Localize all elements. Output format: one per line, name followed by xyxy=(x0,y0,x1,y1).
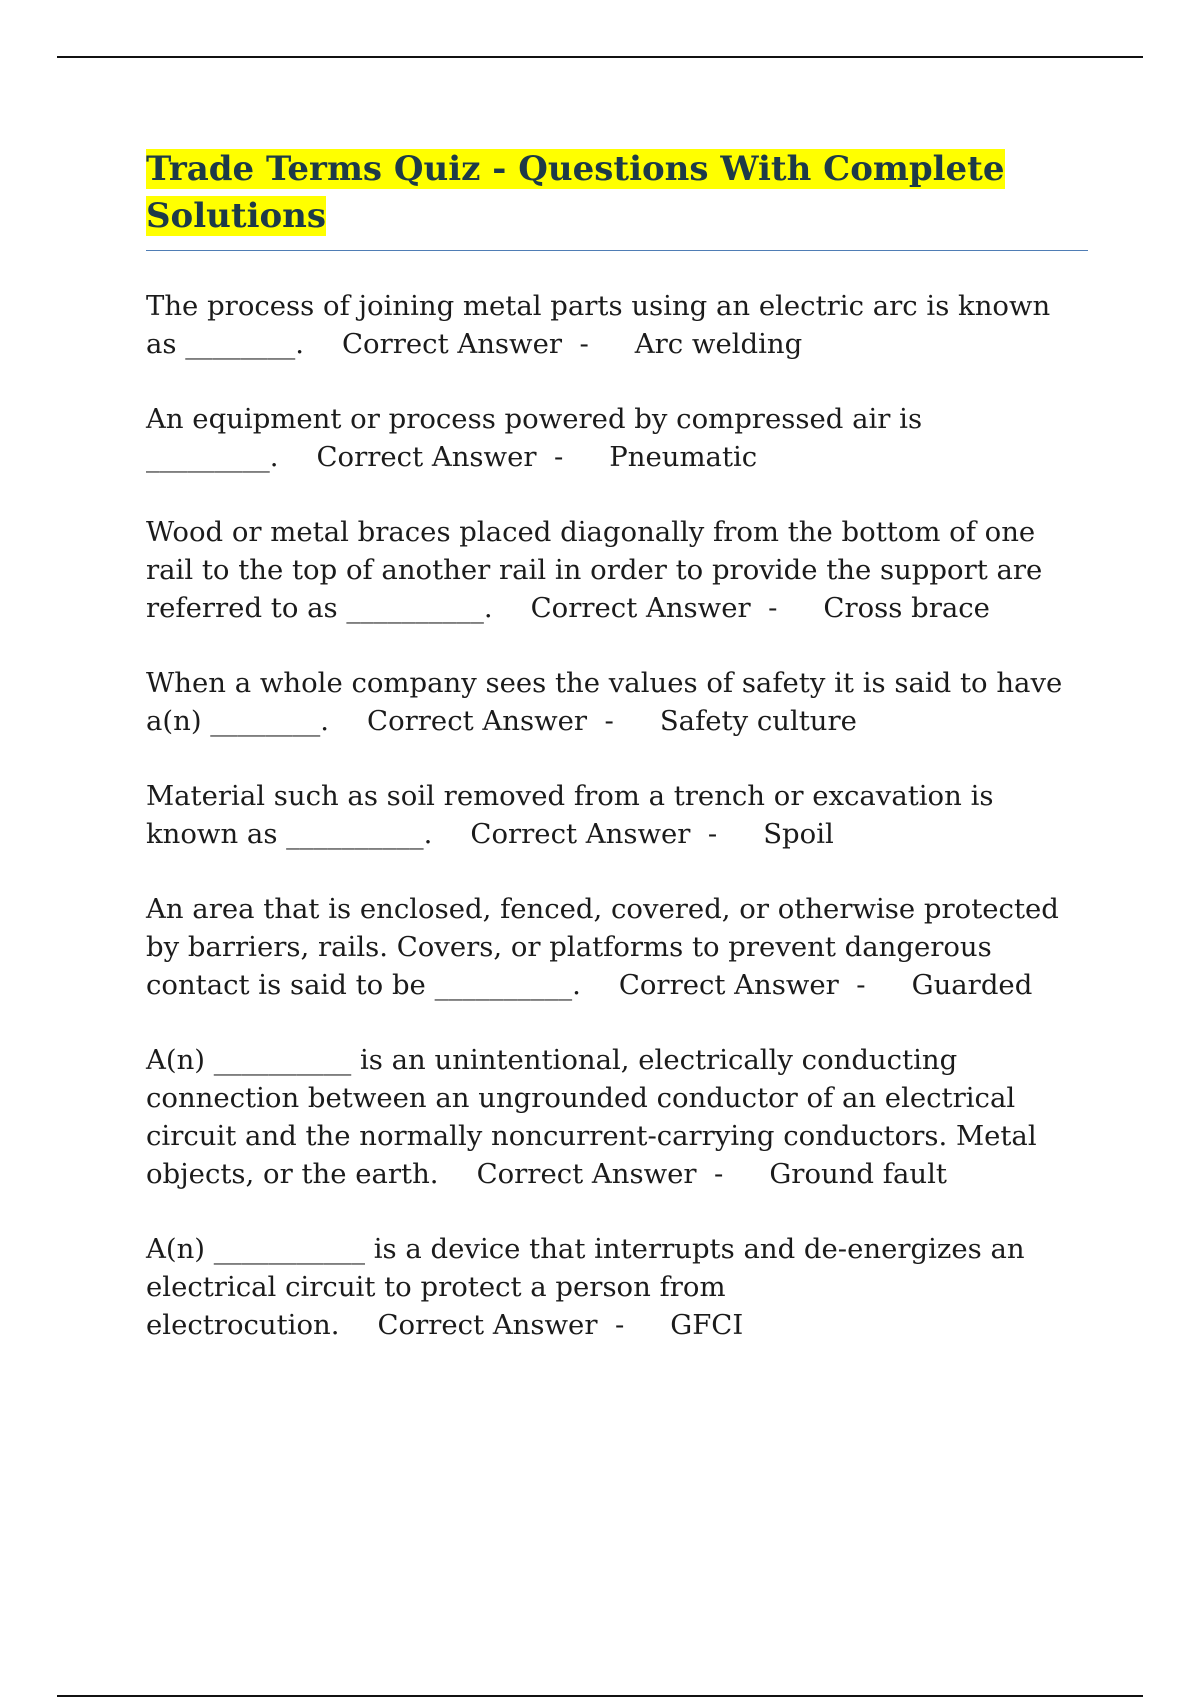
answer-label: Correct Answer - xyxy=(342,328,589,360)
question-text: A(n) __________ is an unintentional, electrically conducting connection between an ungrounded conductor of an electrical circuit and the normally noncurrent-carrying conductors. Metal objects, or the earth. xyxy=(146,1044,1037,1190)
qa-item xyxy=(146,890,1088,1004)
answer-label: Correct Answer - xyxy=(618,969,866,1001)
document-title xyxy=(146,146,1088,251)
answer-label: Correct Answer - xyxy=(377,1309,625,1341)
qa-item xyxy=(146,400,1088,476)
question-text: An equipment or process powered by compressed air is _________. xyxy=(146,403,923,473)
question-text: A(n) ___________ is a device that interrupts and de-energizes an electrical circuit to protect a person from electrocution. xyxy=(146,1233,1025,1341)
qa-item xyxy=(146,287,1088,363)
qa-item xyxy=(146,1041,1088,1193)
title-highlight: Trade Terms Quiz - Questions With Complete Solutions xyxy=(146,149,1005,236)
document-body xyxy=(146,146,1088,1381)
question-text: The process of joining metal parts using an electric arc is known as ________. xyxy=(146,290,1051,360)
question-text: An area that is enclosed, fenced, covered, or otherwise protected by barriers, rails. Covers, or platforms to prevent dangerous contact is said to be __________. xyxy=(146,893,1059,1001)
answer-label: Correct Answer - xyxy=(316,441,564,473)
answer-label: Correct Answer - xyxy=(476,1158,724,1190)
qa-item xyxy=(146,513,1088,627)
answer-text: Arc welding xyxy=(634,328,803,360)
question-text: Wood or metal braces placed diagonally from the bottom of one rail to the top of another rail in order to provide the support are referred to as __________. xyxy=(146,516,1043,624)
qa-list xyxy=(146,287,1088,1344)
question-text: Material such as soil removed from a trench or excavation is known as __________. xyxy=(146,780,994,850)
answer-text: Ground fault xyxy=(769,1158,947,1190)
answer-text: Pneumatic xyxy=(609,441,758,473)
answer-label: Correct Answer - xyxy=(367,705,614,737)
qa-item xyxy=(146,664,1088,740)
answer-label: Correct Answer - xyxy=(530,592,778,624)
answer-text: Cross brace xyxy=(823,592,990,624)
answer-text: Guarded xyxy=(911,969,1033,1001)
answer-text: Safety culture xyxy=(659,705,857,737)
qa-item xyxy=(146,1230,1088,1344)
question-text: When a whole company sees the values of safety it is said to have a(n) ________. xyxy=(146,667,1063,737)
answer-text: GFCI xyxy=(670,1309,744,1341)
qa-item xyxy=(146,777,1088,853)
bottom-rule xyxy=(57,1695,1143,1697)
top-rule xyxy=(57,56,1143,58)
answer-text: Spoil xyxy=(763,818,834,850)
answer-label: Correct Answer - xyxy=(470,818,718,850)
